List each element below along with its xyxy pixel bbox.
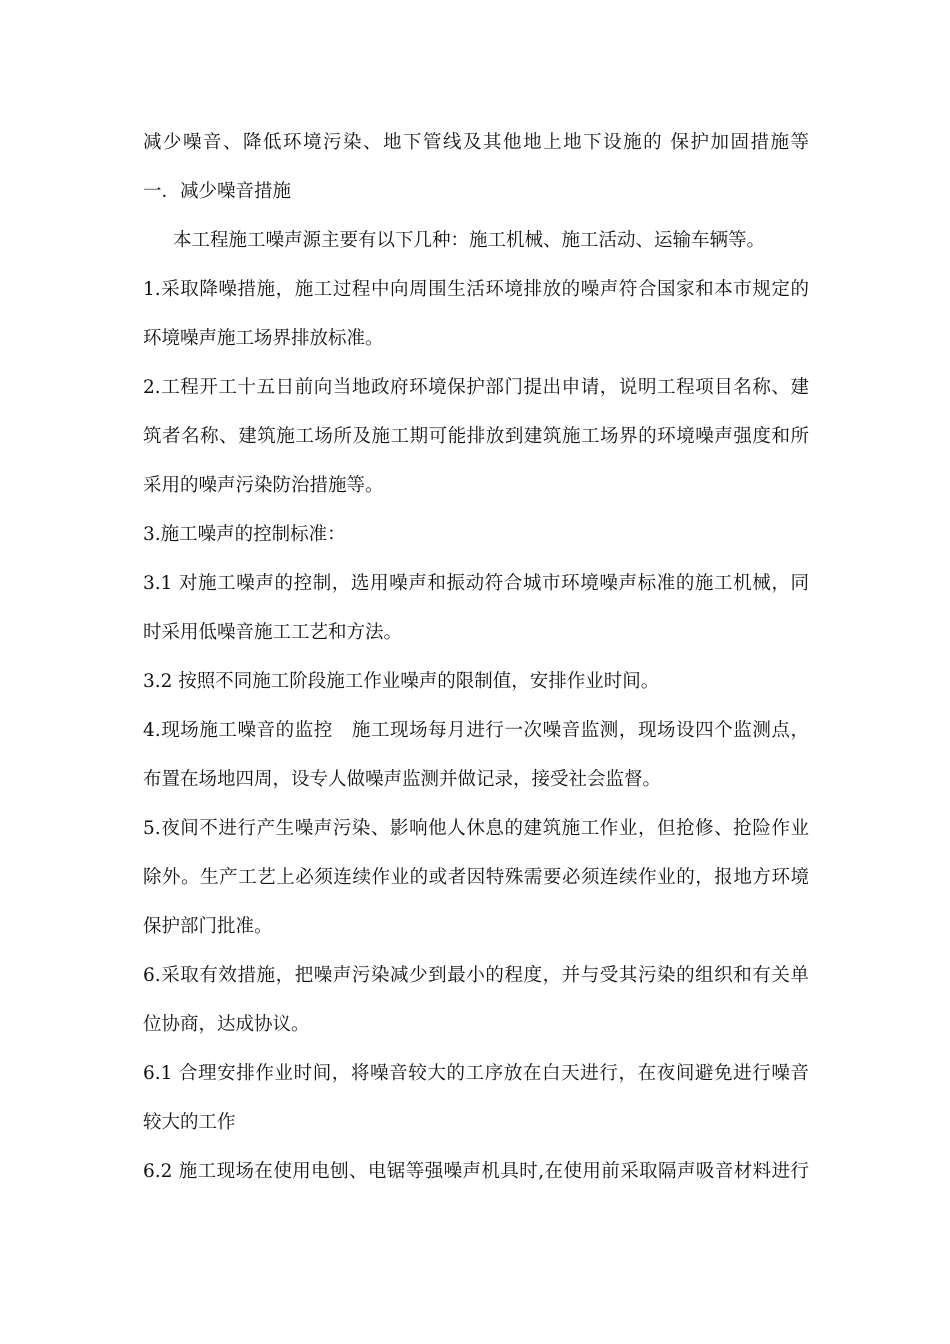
document-title: 减少噪音、降低环境污染、地下管线及其他地上地下设施的 保护加固措施等 bbox=[143, 132, 809, 153]
paragraph-line: 环境噪声施工场界排放标准。 bbox=[143, 328, 384, 349]
paragraph-item-5 bbox=[143, 804, 809, 951]
paragraph-line: 保护部门批准。 bbox=[143, 916, 273, 937]
paragraph-line: 位协商，达成协议。 bbox=[143, 1014, 310, 1035]
paragraph-item-2 bbox=[143, 363, 809, 510]
paragraph-line: 3.2 按照不同施工阶段施工作业噪声的限制值，安排作业时间。 bbox=[143, 671, 660, 692]
paragraph-line: 1.采取降噪措施，施工过程中向周围生活环境排放的噪声符合国家和本市规定的 bbox=[143, 279, 809, 300]
paragraph-item-1 bbox=[143, 265, 809, 363]
paragraph-line: 除外。生产工艺上必须连续作业的或者因特殊需要必须连续作业的，报地方环境 bbox=[143, 867, 809, 888]
paragraph-line: 5.夜间不进行产生噪声污染、影响他人休息的建筑施工作业，但抢修、抢险作业 bbox=[143, 818, 809, 839]
intro-paragraph: 本工程施工噪声源主要有以下几种：施工机械、施工活动、运输车辆等。 bbox=[173, 230, 766, 251]
paragraph-line: 筑者名称、建筑施工场所及施工期可能排放到建筑施工场界的环境噪声强度和所 bbox=[143, 426, 809, 447]
paragraph-item-6 bbox=[143, 951, 809, 1049]
paragraph-line: 采用的噪声污染防治措施等。 bbox=[143, 475, 384, 496]
paragraph-item-3-1 bbox=[143, 559, 809, 657]
paragraph-line: 时采用低噪音施工工艺和方法。 bbox=[143, 622, 403, 643]
paragraph-line: 布置在场地四周，设专人做噪声监测并做记录，接受社会监督。 bbox=[143, 769, 662, 790]
paragraph-line: 3.施工噪声的控制标准： bbox=[143, 524, 346, 545]
paragraph-item-6-2 bbox=[143, 1147, 809, 1196]
paragraph-line: 4.现场施工噪音的监控 施工现场每月进行一次噪音监测，现场设四个监测点， bbox=[143, 720, 809, 741]
paragraph-line: 较大的工作 bbox=[143, 1112, 236, 1133]
paragraph-item-3-2 bbox=[143, 657, 809, 706]
paragraph-line: 2.工程开工十五日前向当地政府环境保护部门提出申请，说明工程项目名称、建 bbox=[143, 377, 809, 398]
paragraph-line: 3.1 对施工噪声的控制，选用噪声和振动符合城市环境噪声标准的施工机械，同 bbox=[143, 573, 809, 594]
document-body bbox=[143, 118, 809, 1196]
paragraph-line: 6.采取有效措施，把噪声污染减少到最小的程度，并与受其污染的组织和有关单 bbox=[143, 965, 809, 986]
paragraph-item-6-1 bbox=[143, 1049, 809, 1147]
paragraph-item-4 bbox=[143, 706, 809, 804]
paragraph-item-3 bbox=[143, 510, 809, 559]
paragraph-line: 6.2 施工现场在使用电刨、电锯等强噪声机具时,在使用前采取隔声吸音材料进行 bbox=[143, 1161, 809, 1182]
paragraph-line: 6.1 合理安排作业时间，将噪音较大的工序放在白天进行，在夜间避免进行噪音 bbox=[143, 1063, 809, 1084]
section-heading: 一．减少噪音措施 bbox=[143, 181, 292, 202]
